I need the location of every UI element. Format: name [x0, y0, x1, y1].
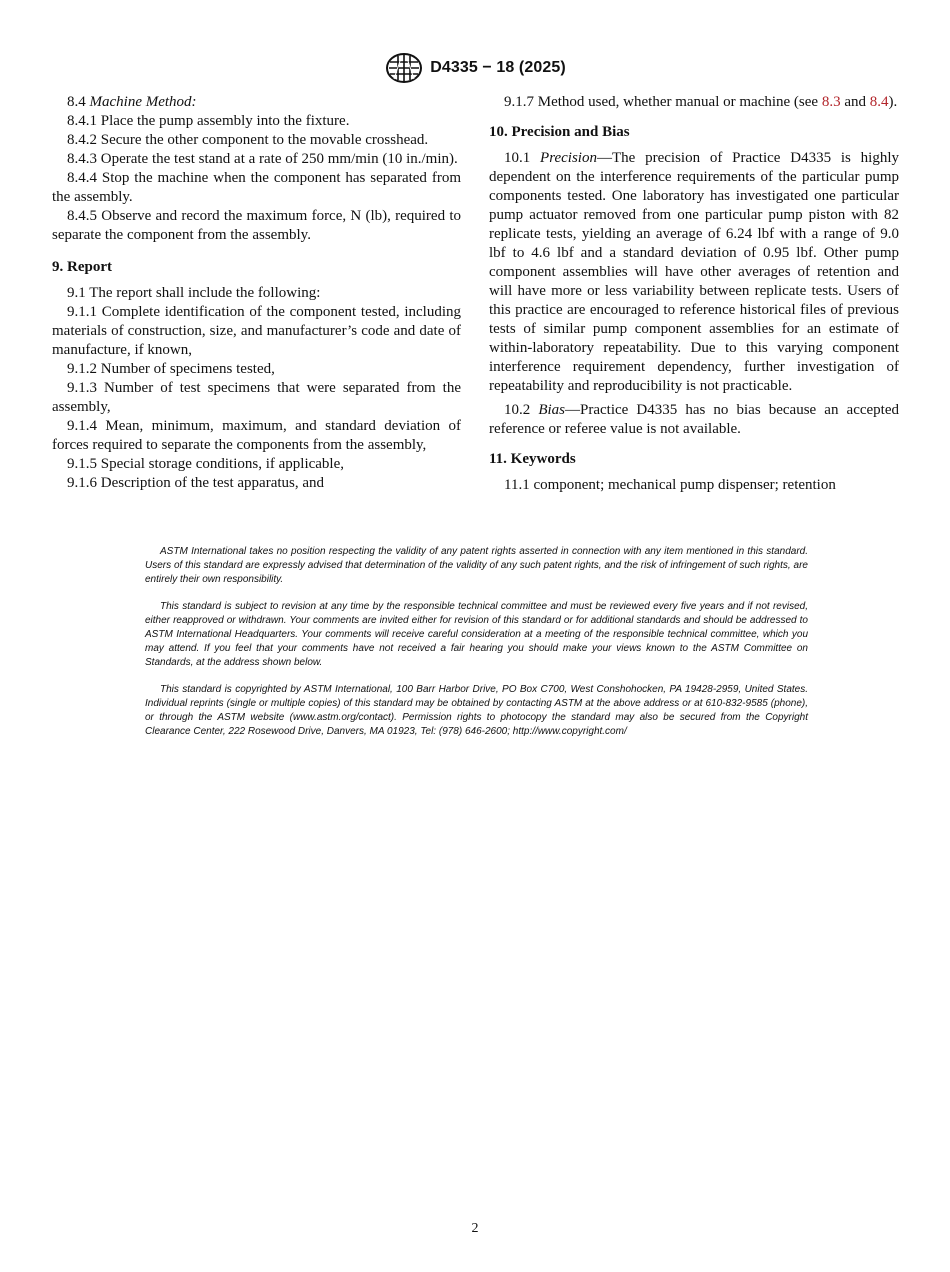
- paragraph-8-4: 8.4 Machine Method:: [67, 94, 197, 110]
- paragraph-9-1-3: 9.1.3 Number of test specimens that were separated from the assembly,: [52, 380, 461, 415]
- page-number: 2: [471, 1221, 479, 1236]
- left-column: [52, 93, 461, 493]
- paragraph-9-1-2: 9.1.2 Number of specimens tested,: [67, 361, 275, 377]
- paragraph-9-1-4: 9.1.4 Mean, minimum, maximum, and standard deviation of forces required to separate the components from the assembly,: [52, 418, 461, 453]
- link-section-8-3[interactable]: 8.3: [821, 94, 841, 110]
- paragraph-10-1: 10.1 Precision—The precision of Practice D4335 is highly dependent on the interference requirements of the particular pump components tested. One laboratory has investigated one particular pump actuator removed from one particular pump piston with 82 replicate tests, yielding an average of 6.24 lbf with a range of 9.0 lbf to 4.6 lbf and a standard deviation of 0.95 lbf. Other pump component assemblies will have other averages of retention and will have more or less variability between replicate tests. Users of this practice are encouraged to reference historical files of previous tests of similar pump component assemblies for an estimate of within-laboratory repeatability. Due to this varying component interference requirement dependency, further investigation of repeatability and reproducibility is not practicable.: [489, 150, 899, 394]
- paragraph-8-4-2: 8.4.2 Secure the other component to the movable crosshead.: [67, 132, 429, 148]
- legal-notices: [145, 545, 808, 753]
- paragraph-8-4-5: 8.4.5 Observe and record the maximum force, N (lb), required to separate the component from the assembly.: [52, 208, 461, 243]
- copyright-notice: This standard is copyrighted by ASTM International, 100 Barr Harbor Drive, PO Box C700, West Conshohocken, PA 19428-2959, United States. Individual reprints (single or multiple copies) of this standard may be obtained by contacting ASTM at the above address or at 610-832-9585 (phone), or through the ASTM website (www.astm.org/contact). Permission rights to photocopy the standard may also be secured from the Copyright Clearance Center, 222 Rosewood Drive, Danvers, MA 01923, Tel: (978) 646-2600; http://www.copyright.com/: [145, 684, 808, 737]
- paragraph-9-1-7: 9.1.7 Method used, whether manual or machine (see 8.3 and 8.4).: [504, 94, 898, 110]
- right-column: [489, 93, 899, 495]
- section-9-heading: 9. Report: [52, 259, 112, 275]
- document-id: D4335 − 18 (2025): [430, 59, 566, 76]
- section-11-heading: 11. Keywords: [489, 451, 576, 467]
- paragraph-10-2: 10.2 Bias—Practice D4335 has no bias because an accepted reference or referee value is not available.: [489, 402, 899, 437]
- paragraph-8-4-4: 8.4.4 Stop the machine when the component has separated from the assembly.: [52, 170, 461, 205]
- page-header: [0, 52, 950, 84]
- paragraph-11-1: 11.1 component; mechanical pump dispenser; retention: [504, 477, 836, 493]
- paragraph-9-1-6: 9.1.6 Description of the test apparatus, and: [67, 475, 325, 491]
- paragraph-8-4-1: 8.4.1 Place the pump assembly into the fixture.: [67, 113, 350, 129]
- link-section-8-4[interactable]: 8.4: [869, 94, 889, 110]
- section-10-heading: 10. Precision and Bias: [489, 124, 630, 140]
- patent-notice: ASTM International takes no position respecting the validity of any patent rights asserted in connection with any item mentioned in this standard. Users of this standard are expressly advised that determination of the validity of any such patent rights, and the risk of infringement of such rights, are entirely their own responsibility.: [145, 546, 808, 585]
- astm-logo-icon: [384, 52, 424, 84]
- paragraph-9-1-5: 9.1.5 Special storage conditions, if applicable,: [67, 456, 345, 472]
- revision-notice: This standard is subject to revision at any time by the responsible technical committee and must be reviewed every five years and if not revised, either reapproved or withdrawn. Your comments are invited either for revision of this standard or for additional standards and should be addressed to ASTM International Headquarters. Your comments will receive careful consideration at a meeting of the responsible technical committee, which you may attend. If you feel that your comments have not received a fair hearing you should make your views known to the ASTM Committee on Standards, at the address shown below.: [145, 601, 808, 668]
- paragraph-9-1-1: 9.1.1 Complete identification of the component tested, including materials of construction, size, and manufacturer’s code and date of manufacture, if known,: [52, 304, 461, 358]
- paragraph-8-4-3: 8.4.3 Operate the test stand at a rate of 250 mm/min (10 in./min).: [67, 151, 458, 167]
- paragraph-9-1: 9.1 The report shall include the following:: [67, 285, 321, 301]
